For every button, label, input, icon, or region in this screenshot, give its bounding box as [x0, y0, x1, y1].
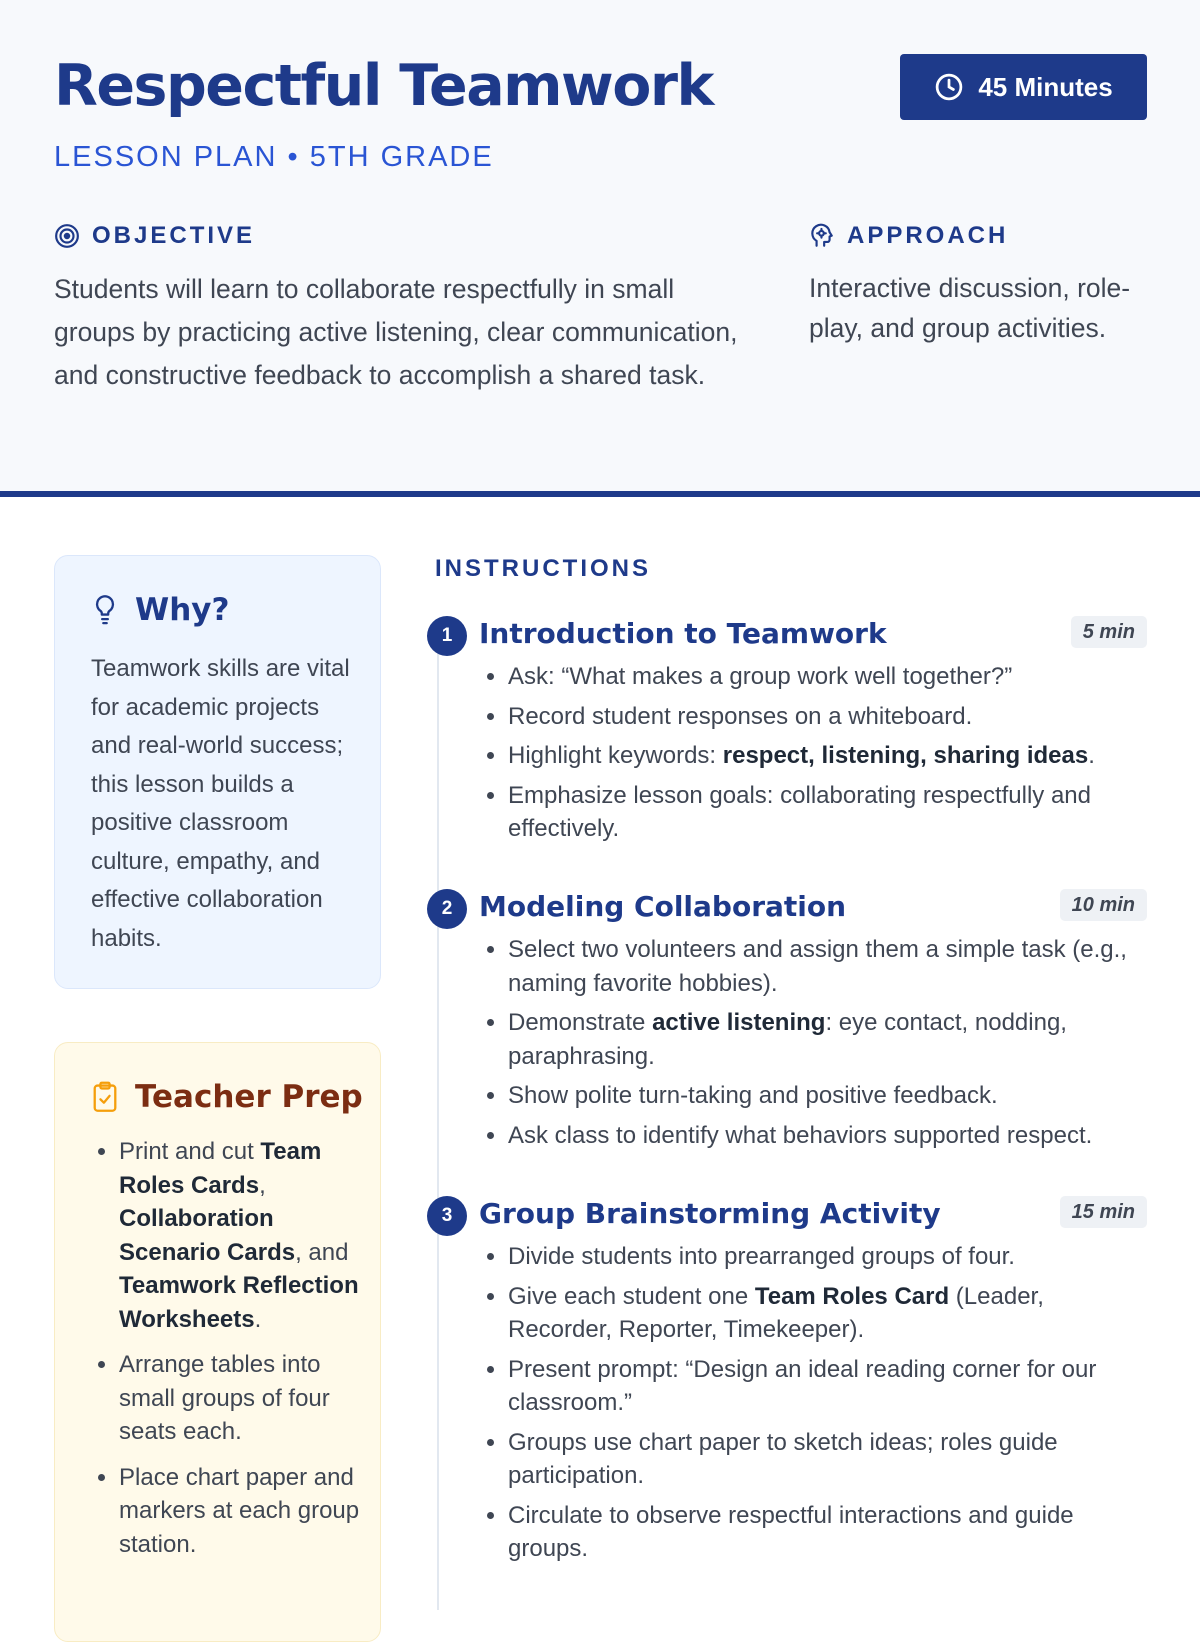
text-run: Present prompt: “Design an ideal reading corner for our classroom.” — [508, 1355, 1097, 1416]
text-run: Record student responses on a whiteboard. — [508, 702, 973, 730]
step-bullet — [508, 1499, 1153, 1566]
step-bullet — [508, 700, 1153, 734]
text-run: : eye contact, nodding, paraphrasing. — [508, 1009, 1067, 1070]
text-run: Demonstrate — [508, 1009, 653, 1036]
emphasis-text: respect, listening, sharing ideas — [722, 742, 1089, 769]
step-bullet — [508, 1240, 1153, 1274]
timeline-line — [437, 640, 439, 1610]
text-run: Select two volunteers and assign them a simple task (e.g., naming favorite hobbies). — [508, 936, 1127, 997]
duration-label: 45 Minutes — [978, 71, 1113, 102]
duration-badge — [900, 54, 1147, 120]
step-bullet-list — [506, 1240, 1153, 1572]
text-run: , — [259, 1171, 266, 1199]
step-duration-badge: 10 min — [1060, 889, 1147, 921]
teacher-prep-card — [54, 1042, 381, 1642]
step-bullet — [508, 1006, 1153, 1073]
text-run: Place chart paper and markers at each group station. — [119, 1463, 360, 1558]
text-run: . — [1088, 742, 1095, 769]
why-text: Teamwork skills are vital for academic projects and real-world success; this lesson builds a positive classroom culture, empathy, and effective collaboration habits. — [91, 655, 350, 952]
prep-heading — [91, 1079, 363, 1115]
step-number: 3 — [427, 1196, 467, 1236]
text-run: Circulate to observe respectful interactions and guide groups. — [508, 1501, 1074, 1562]
step-title: Modeling Collaboration — [479, 890, 847, 923]
head-gears-icon — [809, 223, 835, 249]
text-run: Arrange tables into small groups of four seats each. — [119, 1351, 330, 1445]
target-icon — [54, 223, 80, 249]
step-bullet — [508, 1353, 1153, 1420]
objective-label: OBJECTIVE — [92, 222, 256, 249]
clipboard-check-icon — [91, 1081, 119, 1113]
step-number: 2 — [427, 889, 467, 929]
prep-item — [119, 1348, 367, 1449]
emphasis-text: Team Roles Cards — [119, 1138, 322, 1199]
lightbulb-icon — [91, 594, 119, 626]
step-title: Group Brainstorming Activity — [479, 1197, 941, 1230]
step-bullet — [508, 779, 1153, 846]
text-run: Emphasize lesson goals: collaborating respectfully and effectively. — [508, 781, 1091, 842]
objective-heading — [54, 222, 255, 250]
step-duration-badge: 15 min — [1060, 1196, 1147, 1228]
step-bullet — [508, 1079, 1153, 1113]
approach-heading — [809, 222, 1008, 250]
text-run: . — [254, 1305, 262, 1333]
text-run: Print and cut — [119, 1138, 261, 1165]
text-run: Ask class to identify what behaviors supported respect. — [508, 1121, 1093, 1149]
emphasis-text: active listening — [652, 1009, 826, 1036]
text-run: Ask: “What makes a group work well together?” — [508, 663, 1013, 690]
text-run: Groups use chart paper to sketch ideas; roles guide participation. — [508, 1428, 1058, 1489]
instructions-heading: INSTRUCTIONS — [435, 555, 651, 582]
step-duration-badge: 5 min — [1071, 616, 1147, 648]
step-bullet — [508, 660, 1153, 694]
emphasis-text: Teamwork Reflection Worksheets — [119, 1272, 359, 1333]
objective-text: Students will learn to collaborate respectfully in small groups by practicing active listening, clear communication, and constructive feedback to accomplish a shared task. — [54, 274, 738, 390]
emphasis-text: Collaboration Scenario Cards — [119, 1205, 296, 1266]
prep-item — [119, 1461, 367, 1562]
text-run: , and — [295, 1238, 349, 1266]
text-run: Give each student one — [508, 1282, 755, 1310]
approach-label: APPROACH — [847, 222, 1009, 249]
text-run: (Leader, Recorder, Reporter, Timekeeper). — [508, 1282, 1044, 1343]
prep-list — [117, 1135, 367, 1573]
text-run: Show polite turn-taking and positive feedback. — [508, 1082, 998, 1109]
lesson-header — [0, 0, 1200, 497]
prep-title: Teacher Prep — [135, 1079, 363, 1115]
step-bullet-list — [506, 660, 1153, 852]
page-title: Respectful Teamwork — [54, 53, 713, 119]
step-bullet — [508, 1280, 1153, 1347]
step-bullet — [508, 739, 1153, 773]
step-title: Introduction to Teamwork — [479, 617, 887, 650]
why-card — [54, 555, 381, 989]
text-run: Divide students into prearranged groups of four. — [508, 1243, 1015, 1270]
text-run: Highlight keywords: — [508, 742, 723, 769]
emphasis-text: Team Roles Card — [754, 1282, 950, 1310]
approach-text: Interactive discussion, role-play, and group activities. — [809, 273, 1131, 343]
clock-icon — [934, 72, 964, 102]
step-bullet — [508, 1119, 1153, 1153]
step-number: 1 — [427, 616, 467, 656]
page-subtitle: LESSON PLAN • 5TH GRADE — [54, 141, 494, 173]
why-heading — [91, 592, 229, 628]
prep-item — [119, 1135, 367, 1336]
step-bullet-list — [506, 933, 1153, 1158]
step-bullet — [508, 933, 1153, 1000]
why-title: Why? — [135, 592, 230, 628]
step-bullet — [508, 1426, 1153, 1493]
